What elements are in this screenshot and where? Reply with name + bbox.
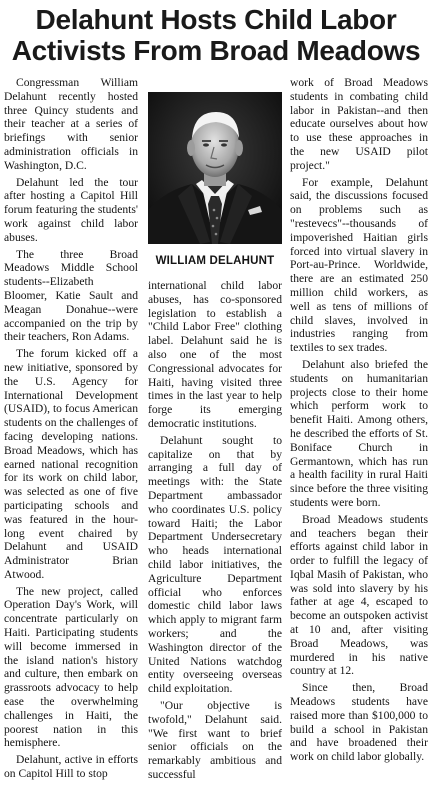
portrait-illustration	[148, 92, 282, 244]
paragraph: The three Broad Meadows Middle School students--Elizabeth Bloomer, Katie Sault and Meagan Donahue--were accompanied on the trip by their teachers, Ron Adams.	[4, 247, 138, 344]
paragraph: international child labor abuses, has co-sponsored legislation to establish a "Child Labor Free" clothing label. Delahunt said he is also one of the most Congressional advocates for Haiti, having visited three times in the last year to help forge its emerging democratic institutions.	[148, 279, 282, 430]
column-1	[4, 76, 138, 784]
headline-line-1: Delahunt Hosts Child Labor	[35, 4, 397, 35]
paragraph: Delahunt sought to capitalize on that by arranging a full day of meetings with: the State Department ambassador who coordinates U.S. policy toward Haiti; the Labor Department Undersecretary who heads international child labor initiatives, the Agriculture Department official who enforces domestic child labor laws which apply to migrant farm workers; and the Washington director of the United Nations watchdog entity overseeing overseas child exploitation.	[148, 433, 282, 696]
paragraph: Broad Meadows students and teachers began their efforts against child labor in order to fulfill the legacy of Iqbal Masih of Pakistan, who was sold into slavery by his father at age 4, escaped to become an outspoken activist at 10 and, after visiting Broad Meadows, was murdered in his native country at 12.	[290, 512, 428, 678]
paragraph: Delahunt also briefed the students on humanitarian projects close to their home which perform work to benefit Haiti. Among others, he described the efforts of St. Boniface Church in Germantown, which has run a health facility in rural Haiti since before the three visiting students were born.	[290, 357, 428, 509]
paragraph: Since then, Broad Meadows students have raised more than $100,000 to build a school in Pakistan and have broadened their work on child labor globally.	[290, 681, 428, 764]
photo-caption: WILLIAM DELAHUNT	[155, 255, 275, 267]
paragraph: "Our objective is twofold," Delahunt said. "We first want to brief senior officials on the remarkably ambitious and successful	[148, 698, 282, 781]
paragraph: The new project, called Operation Day's Work, will concentrate particularly on Haiti. Participating students will become immersed in the island nation's history and culture, then embark on grassroots advocacy to help ease the overwhelming challenges in Haiti, the poorest nation in this hemisphere.	[4, 584, 138, 750]
paragraph: For example, Delahunt said, the discussions focused on problems such as "restevecs"--thousands of impoverished Haitian girls forced into virtual slavery in Port-au-Prince. Worldwide, there are an estimated 250 million child workers, as well as tens of millions of child slaves, involved in industries ranging from textiles to sex trades.	[290, 175, 428, 355]
headline	[0, 4, 432, 66]
paragraph: The forum kicked off a new initiative, sponsored by the U.S. Agency for International Development (USAID), to focus American students on the challenges of facing developing nations. Broad Meadows, which has earned national recognition for its work on child labor, was selected as one of five participating schools and was featured in the hour-long event chaired by Delahunt and USAID Administrator Brian Atwood.	[4, 347, 138, 581]
paragraph: Congressman William Delahunt recently hosted three Quincy students and their teacher at a series of briefings with senior administration officials in Washington, D.C.	[4, 76, 138, 172]
portrait-photo	[148, 92, 282, 244]
column-3	[290, 76, 428, 767]
column-2	[148, 279, 282, 785]
paragraph: Delahunt led the tour after hosting a Capitol Hill forum featuring the students' work against child labor abuses.	[4, 175, 138, 244]
paragraph: Delahunt, active in efforts on Capitol Hill to stop	[4, 753, 138, 781]
headline-line-2: Activists From Broad Meadows	[11, 35, 421, 66]
paragraph: work of Broad Meadows students in combating child labor in Pakistan--and then educate ourselves about how to use these approaches in the new USAID pilot project."	[290, 76, 428, 172]
